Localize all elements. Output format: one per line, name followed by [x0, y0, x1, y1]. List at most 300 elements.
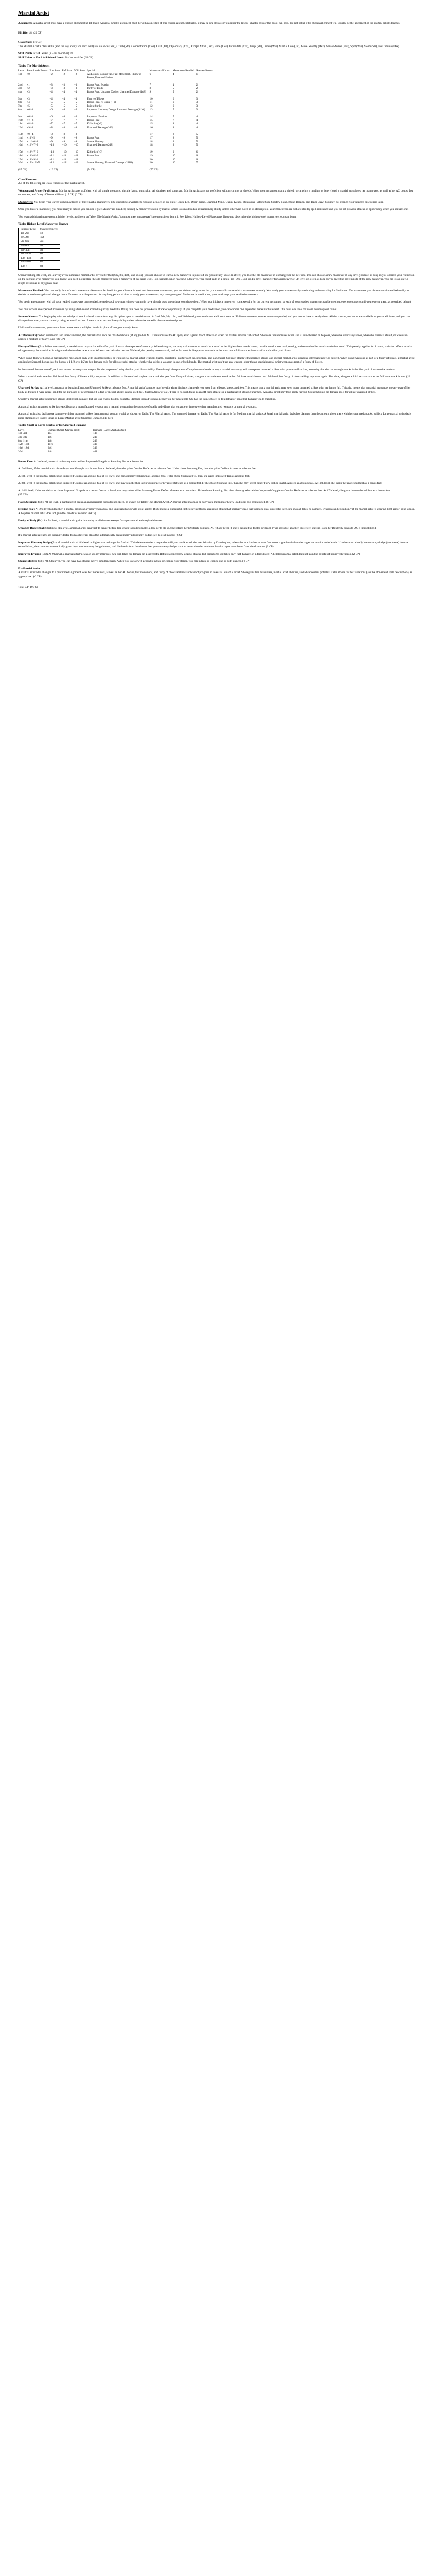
table2-header-cell: Maneuver Level [38, 228, 60, 232]
table1-cell: 3 [196, 101, 198, 104]
table1-cell: 19 [149, 154, 153, 157]
table1-cell: +9 [74, 137, 77, 140]
total-cp: Total CP: 197 CP [18, 586, 39, 589]
table2-cell: 11th–12th [19, 253, 38, 257]
table1-cell: Ki Strike (+3) [87, 151, 102, 154]
table2-row [19, 240, 60, 245]
table3-row [18, 451, 139, 455]
table1-row [18, 123, 215, 127]
table2-cell: 17th+ [19, 265, 38, 270]
table2-cell: 1st [38, 232, 60, 236]
table3-header-row [18, 429, 139, 433]
table1-cell: +11 [62, 158, 67, 161]
table1-cell: +11 [49, 154, 54, 157]
table1-cell: +7/+2 [27, 119, 34, 122]
table1-title: Table: The Martial Artist [18, 64, 50, 68]
table1-cell: +6 [74, 115, 77, 119]
readied-para-2: You begin an encounter with all your readied maneuvers unexpended, regardless of how many times you might have already used them since you chose them. When you initiate a maneuver, you expend it for the current encounter, so each of your readied maneuvers can be used once per encounter (until you recover them, as described below). [18, 300, 412, 304]
table1-cell: +9 [49, 137, 53, 140]
table1-row [18, 155, 215, 159]
table1-cell: 4th [18, 91, 22, 94]
table1-cell: 5 [196, 133, 198, 136]
readied-para-1: Maneuvers Readied: You can ready four of the six maneuvers known at 1st level. As you advance in level and learn more maneuvers, you are able to ready more, but you must still choose which maneuvers to ready. You ready your maneuvers by meditating and exercising for 5 minutes. The maneuvers you choose remain readied until you decide to meditate again and change them. You need not sleep or rest for any long period of time to ready your maneuvers; any time you spend 5 minutes in meditation, you can change your readied maneuvers. [18, 289, 409, 297]
maneuvers-para-4: Upon reaching 4th level, and at every even-numbered martial artist level after that (6th, 8th, 10th, and so on), you can choose to learn a new maneuver in place of one you already know. In effect, you lose the old maneuver in exchange for the new one. You can choose a new maneuver of any level you like, as long as you observe your restriction on the highest-level maneuvers you know; you need not replace the old maneuver with a maneuver of the same level. For example, upon reaching 10th level, you could trade in a single 1st-, 2nd-, 3rd- or 4th-level maneuver for a maneuver of 5th level or lower, as long as you meet the prerequisite of the new maneuver. You can swap only a single maneuver at any given level. [18, 273, 415, 285]
table1-cell: 10th [18, 119, 23, 122]
table1-cell: 2 [196, 91, 198, 94]
table1-cell: +4 [74, 97, 77, 101]
fast-movement-para: Fast Movement (Ex): At 1st level, a martial artist gains an enhancement bonus to her speed, as shown on Table: The Martial Artist. A martial artist in armor or carrying a medium or heavy load loses this extra speed. (8 CP) [18, 500, 274, 504]
weapon-armor-para: Weapon and Armor Proficiency: Martial Artists are proficient with all simple weapons, plus the kama, nunchaku, sai, shuriken and siangham. Martial Artists are not proficient with any armor or shields. When wearing armor, using a shield, or carrying a medium or heavy load, a martial artist loses her maneuvers, as well as her AC bonus, fast movement, and flurry of blows abilities. (17 CP) (6 CP) [18, 189, 414, 197]
table2-row [19, 265, 60, 270]
table1-cell: 5 [196, 137, 198, 140]
table1-cell: 5th [18, 97, 22, 101]
table1-cell: +6/+1 [27, 115, 34, 119]
table3-cell: 3d8 [93, 447, 97, 450]
table1-row [18, 127, 215, 130]
table2-cell: 7th [38, 257, 60, 261]
table1-cell: 11 [149, 101, 153, 104]
table1-cell: 7 [196, 162, 198, 165]
table1-cell: Unarmed Damage (2d8) [87, 144, 114, 147]
flurry-para-4: When a martial artist reaches 11th level, her flurry of blows ability improves. In addition to the standard single extra attack she gets from flurry of blows, she gets a second extra attack at her full base attack bonus. At 15th level, her flurry of blows ability improves again. This time, she gets a third extra attack at her full base attack bonus. (12 CP) [18, 375, 410, 383]
table1-cell: 7 [172, 108, 174, 111]
table1-row [18, 141, 215, 144]
table1-cell: +8 [49, 126, 53, 129]
page-title: Martial Artist [18, 11, 49, 16]
table2-header-row [19, 228, 60, 232]
table1-cell: 8 [172, 137, 174, 140]
table1-cell: 9 [172, 151, 174, 154]
table1-cell: +8 [49, 133, 53, 136]
table1-total-cell: (12 CP) [49, 168, 58, 172]
table2-cell: 2nd [38, 236, 60, 240]
table3-row [18, 432, 139, 436]
table1-row [18, 137, 215, 141]
table1-cell: +3 [62, 83, 65, 87]
table3-row [18, 447, 139, 451]
table1-cell: +9 [62, 140, 65, 143]
bonus-feat-para-5: At 14th level, if the martial artist chose Improved Grapple as a bonus feat at 1st level, she may select either Stunning Fist or Deflect Arrows as a bonus feat. If she chose Stunning Fist, then she may select either Improved Grapple or Combat Reflexes as a bonus feat. At 17th level, she gains the unselected feat as a bonus feat. (17 CP) [18, 489, 391, 497]
table1-cell: 10 [172, 154, 175, 157]
table1-cell: 6 [149, 73, 152, 76]
table1-cell: +8 [62, 133, 65, 136]
table1-cell: +5 [74, 105, 77, 108]
table1-cell: 3rd [18, 87, 22, 90]
table1-row [18, 109, 215, 113]
table1-cell: +10 [74, 151, 78, 154]
table1-cell: +7 [49, 119, 53, 122]
table1-cell: Patient Strike [87, 105, 102, 108]
table1-header-cell: Will Save [74, 69, 85, 73]
table1-cell: +9 [49, 140, 53, 143]
table1-cell: 8 [172, 133, 174, 136]
table1-cell: +5 [27, 105, 30, 108]
stances-para-1: Stances Known: You begin play with knowledge of one 1st-level stance from any discipline open to martial artists. At 2nd, 5th, 9th, 13th, and 20th level, you can choose additional stances. Unlike maneuvers, stances are not expended, and you do not have to ready them. All the stances you know are available to you at all times, and you can change the stance you are currently using as a swift action. A stance is an extraordinary ability unless otherwise stated in the stance description. [18, 315, 410, 323]
table1-cell: Flurry of Blows [87, 97, 104, 101]
table1-cell: 20 [149, 158, 153, 161]
skill-points-first: Skill Points at 1st Level: (8 + Int modifier) x4 [18, 52, 73, 55]
table1-row [18, 95, 215, 102]
table1-row [18, 81, 215, 88]
table1-cell: +10 [74, 144, 78, 147]
table1-cell: 4 [196, 122, 198, 126]
uncanny-dodge-para-1: Uncanny Dodge (Ex): Starting at 4th level, a martial artist can react to danger before her senses would normally allow her to do so. She retains her Dexterity bonus to AC (if any) even if she is caught flat-footed or struck by an invisible attacker. However, she still loses her Dexterity bonus to AC if immobilized. [18, 526, 377, 530]
table3-cell: 2d8 [93, 439, 97, 443]
martial-artist-table [18, 70, 215, 173]
table1-cell: +13/+8/+3 [27, 154, 38, 157]
table1-row [18, 148, 215, 155]
table1-cell: 7 [172, 115, 174, 119]
table1-cell: Unarmed Damage (2d6) [87, 126, 114, 129]
table1-cell: +6/+1 [27, 108, 34, 111]
table2-cell: 15th–16th [19, 261, 38, 265]
table1-header-row [18, 70, 215, 74]
table1-cell: Bonus Feat [87, 154, 100, 157]
table1-cell: 6 [196, 158, 198, 161]
table1-cell: +5 [62, 101, 65, 104]
unarmed-para-1: Unarmed Strike: At 1st level, a martial artist gains Improved Unarmed Strike as a bonus feat. A martial artist’s attacks may be with either fist interchangeably or even from elbows, knees, and feet. This means that a martial artist may even make unarmed strikes with her hands full. This also means that a martial artist may use any part of her body as though it were a free hand for the purposes of determining if a feat or special ability can be used (i.e., Snatch Arrows Feat). There is no such thing as an off-hand attack for a martial artist striking unarmed. A martial artist may thus apply her full Strength bonus on damage rolls for all her unarmed strikes. [18, 386, 411, 394]
table1-header-cell: Ref Save [62, 69, 72, 73]
table3-cell: 1d4 [48, 432, 52, 436]
table2-cell: 3rd [38, 240, 60, 245]
table2-cell: 3rd–4th [19, 236, 38, 240]
table1-cell: 9 [149, 91, 152, 94]
table1-cell: +11 [74, 158, 78, 161]
table1-cell: 7 [149, 83, 152, 87]
table1-header-cell: Base Attack Bonus [27, 69, 48, 73]
table1-cell: +7 [74, 119, 77, 122]
table3-row [18, 436, 139, 440]
table1-cell: +9 [62, 137, 65, 140]
table1-cell: 10 [149, 97, 153, 101]
table1-cell: 5 [172, 91, 174, 94]
table1-cell: Improved Uncanny Dodge, Unarmed Damage (1d10) [87, 108, 145, 111]
table1-row [18, 113, 215, 120]
unarmed-para-3: A martial artist’s unarmed strike is treated both as a manufactured weapon and a natural weapon for the purpose of spells and effects that enhance or improve either manufactured weapons or natural weapons. [18, 405, 257, 409]
table2-header-cell: Initiator Level [19, 228, 38, 232]
improved-evasion-para: Improved Evasion (Ex): At 9th level, a martial artist’s evasion ability improves. She still takes no damage on a successful Reflex saving throw against attacks, but henceforth she takes only half damage on a failed save. A helpless martial artist does not gain the benefit of improved evasion. (2 CP) [18, 552, 360, 556]
table1-cell: Purity of Body [87, 87, 103, 90]
maneuvers-para-1: Maneuvers: You begin your career with knowledge of three martial maneuvers. The disciplines available to you are a choice of six out of Black Leg, Desert Wind, Diamond Mind, Okami Kenpo, Rokushiki, Setting Sun, Shadow Hand, Stone Dragon, and Tiger Claw. You may not change your selected disciplines later. [18, 200, 384, 204]
table1-cell: +14/+9/+4 [27, 158, 38, 161]
table1-cell: +10 [49, 144, 54, 147]
table2-cell: 6th [38, 253, 60, 257]
table1-cell: 6 [172, 105, 174, 108]
table1-cell: 19th [18, 158, 23, 161]
table1-cell: 7 [172, 119, 174, 122]
table1-cell: 20th [18, 162, 23, 165]
table1-cell: Bonus Feat [87, 119, 100, 122]
bonus-feat-para-3: At 4th level, if the martial artist chose Improved Grapple as a bonus feat at 1st level, she gains Improved Disarm as a bonus feat. If she chose Stunning Fist, then she gains Improved Trip as a bonus feat. [18, 474, 250, 478]
table1-cell: +4 [74, 91, 77, 94]
table1-cell: +10 [62, 151, 67, 154]
table1-cell: +7 [74, 122, 77, 126]
table2-row [19, 245, 60, 249]
table3-row [18, 440, 139, 444]
table1-cell: 8 [149, 87, 152, 90]
table1-cell: 12 [149, 105, 153, 108]
table1-cell: 9 [172, 144, 174, 147]
table1-cell: +4 [49, 97, 53, 101]
table3-cell: 20th [18, 450, 23, 454]
table3-cell: 2d8 [48, 450, 52, 454]
readied-para-3: You can recover an expended maneuver by using a full-round action to quickly meditate. Doing this does not provoke an attack of opportunity. If you complete your meditation, you can choose one expended maneuver to refresh. It is now available for use in a subsequent round. [18, 307, 337, 311]
table1-cell: Bonus Feat, Ki Strike (+1) [87, 101, 116, 104]
table1-row [18, 130, 215, 137]
table2-cell: 5th [38, 248, 60, 253]
uncanny-dodge-para-2: If a martial artist already has uncanny dodge from a different class the automatically gains improved uncanny dodge (see below) instead. (6 CP) [18, 534, 184, 537]
table1-row [18, 91, 215, 95]
table3-cell: 1d8 [93, 432, 97, 436]
table1-cell: +11 [62, 154, 67, 157]
document-page [18, 11, 415, 2554]
table1-cell: +12/+7/+2 [27, 144, 38, 147]
table1-cell: 4 [196, 119, 198, 122]
table1-cell: +8 [74, 126, 77, 129]
table1-cell: 16 [149, 126, 153, 129]
table1-cell: AC Bonus, Bonus Feat, Fast Movement, Flurry of Blows, Unarmed Strike [87, 73, 141, 80]
maneuvers-para-3: You learn additional maneuvers at higher levels, as shown on Table: The Martial Artist. You must meet a maneuver’s prerequisite to learn it. See Table: Highest-Level Maneuvers Known to determine the highest-level maneuvers you can learn. [18, 215, 297, 219]
hit-die-para: Hit Die: d8. (20 CP) [18, 31, 42, 35]
alignment-para: Alignment: A martial artist must have a chosen alignment at 1st level. A martial artist’s alignment must be within one step of this chosen alignment (that is, it may be one step away on either the lawful–chaotic axis or the good–evil axis, but not both). This chosen alignment will usually be the alignment of the martial artist’s teacher. [18, 22, 401, 25]
table1-cell: 17th [18, 151, 23, 154]
table1-cell: 7th [18, 105, 22, 108]
table1-cell: Bonus Feat [87, 137, 100, 140]
table1-cell: 1 [196, 73, 198, 76]
table1-row [18, 162, 215, 166]
table1-cell: 8 [172, 122, 174, 126]
table1-cell: +5 [49, 101, 53, 104]
table1-cell: 18 [149, 140, 153, 143]
table2-row [19, 257, 60, 261]
table1-cell: 4 [172, 83, 174, 87]
table1-cell: 10 [172, 162, 175, 165]
table1-row [18, 101, 215, 105]
table1-cell: +2 [49, 73, 53, 76]
table1-cell [87, 159, 150, 162]
table1-cell: +7 [62, 122, 65, 126]
table1-cell: +2 [74, 73, 77, 76]
table1-cell: +8/+3 [27, 122, 34, 126]
bonus-feat-para-1: Bonus Feat: At 1st level, a martial artist may select either Improved Grapple or Stunning Fist as a bonus feat. [18, 459, 145, 463]
bonus-feat-para-4: At 6th level, if the martial artist chose Improved Grapple as a bonus feat at 1st level, she may select either Earth’s Embrace or Evasive Reflexes as a bonus feat. If she chose Stunning Fist, then she may select either Fiery Fist or Snatch Arrows as a bonus feat. At 10th level, she gains the unselected feat as a bonus feat. [18, 482, 383, 485]
table1-cell: +7 [62, 119, 65, 122]
table1-cell: +0 [27, 73, 30, 76]
table1-cell: 17 [149, 137, 153, 140]
table1-cell: 20 [149, 162, 153, 165]
ex-martial-heading: Ex-Martial Artist [18, 567, 40, 570]
table2-cell: 1st–2nd [19, 232, 38, 236]
table2-cell: 7th–8th [19, 245, 38, 249]
table1-cell: 15th [18, 140, 23, 143]
table2-row [19, 236, 60, 240]
table2-cell: 4th [38, 245, 60, 249]
table1-cell: +3 [49, 83, 53, 87]
table1-cell: 3 [196, 97, 198, 101]
table1-cell: +9/+4 [27, 126, 34, 129]
table1-cell: 12th [18, 126, 23, 129]
table3-row [18, 443, 139, 447]
table1-cell: 4 [196, 126, 198, 129]
highest-level-maneuvers-table [18, 228, 60, 270]
skill-points-additional: Skill Points at Each Additional Level: 8 + Int modifier (53 CP) [18, 56, 93, 60]
table1-cell: 3 [196, 108, 198, 111]
table1-cell: +6 [49, 108, 53, 111]
table1-cell: +11 [49, 158, 54, 161]
table1-cell: +2 [62, 73, 65, 76]
table1-cell: +4 [27, 101, 30, 104]
table1-header-cell: Maneuvers Readied [172, 69, 194, 73]
table2-row [19, 248, 60, 253]
table1-cell: 1st [18, 73, 22, 76]
table3-header-cell: Damage (Small Martial artist) [48, 429, 81, 432]
table1-cell: 5 [196, 144, 198, 147]
maneuvers-para-2: Once you know a maneuver, you must ready it before you can use it (see Maneuvers Readied, below). A maneuver usable by martial artists is considered an extraordinary ability unless otherwise noted in its description. Your maneuvers are not affected by spell resistance and you do not provoke attacks of opportunity when you initiate one. [18, 208, 409, 212]
table3-cell: 12th–15th [18, 443, 30, 446]
improved-uncanny-para: Improved Uncanny Dodge (Ex): A martial artist of 8th level or higher can no longer be flanked. This defense denies a rogue the ability to sneak attack the martial artist by flanking her, unless the attacker has at least four more rogue levels than the target has martial artist levels. If a character already has uncanny dodge (see above) from a second class, the character automatically gains improved uncanny dodge instead, and the levels from the classes that grant uncanny dodge stack to determine the minimum level a rogue must be to flank the character. (2 CP) [18, 541, 408, 549]
table1-total-cell: (17 CP) [18, 168, 27, 172]
flurry-para-3: In the case of the quarterstaff, each end counts as a separate weapon for the purpose of using the flurry of blows ability. Even though the quarterstaff requires two hands to use, a martial artist may still intersperse unarmed strikes with quarterstaff strikes, assuming that she has enough attacks in her flurry of blows routine to do so. [18, 367, 396, 371]
table1-totals-row [18, 166, 215, 173]
table1-cell: +12 [74, 162, 78, 165]
table1-cell: Stance Mastery, Unarmed Damage (2d10) [87, 162, 133, 165]
table1-cell: +11 [74, 154, 78, 157]
table1-cell: 2nd [18, 83, 23, 87]
table1-cell: 8th [18, 108, 22, 111]
table1-cell: 6 [196, 154, 198, 157]
table1-cell: +3 [49, 87, 53, 90]
hit-die-label: Hit Die: [18, 31, 29, 35]
table3-cell: 4d8 [93, 450, 97, 454]
table1-cell: 8 [172, 126, 174, 129]
table1-cell: 9 [172, 140, 174, 143]
table1-cell: 4 [172, 73, 174, 76]
table1-cell: 6 [172, 101, 174, 104]
table1-cell: +5 [74, 101, 77, 104]
table2-row [19, 253, 60, 257]
table1-cell: +12 [62, 162, 67, 165]
table1-row [18, 105, 215, 109]
table1-cell: +6 [49, 115, 53, 119]
table1-cell: Bonus Feat, Uncanny Dodge, Unarmed Damage (1d8) [87, 91, 146, 94]
bonus-feat-para-2: At 2nd level, if the martial artist chose Improved Grapple as a bonus feat at 1st level, then she gains Combat Reflexes as a bonus feat. If she chose Stunning Fist, then she gains Deflect Arrows as a bonus feat. [18, 467, 257, 471]
table1-cell: 6 [196, 151, 198, 154]
table1-cell: Improved Evasion [87, 115, 107, 119]
class-skills-para: Class Skills (16 CP) The Martial Artist’s class skills (and the key ability for each skill) are Balance (Dex), Climb (Str), Concentration (Con), Craft (Int), Diplomacy (Cha), Escape Artist (Dex), Hide (Dex), Intimidate (Cha), Jump (Str), Listen (Wis), Martial Lore (Int), Move Silently (Dex), Sense Motive (Wis), Spot (Wis), Swim (Str), and Tumble (Dex). [18, 41, 401, 48]
table1-total-cell: (74 CP) [87, 168, 96, 172]
ex-martial-para: A martial artist who changes to a prohibited alignment loses her maneuvers, as well as her AC bonus, fast movement, and flurry of blows abilities and cannot progress in levels as a martial artist. She regains her maneuvers, martial artist abilities, and advancement potential if she atones for her violations (see the atonement spell description), as appropriate. (-6 CP) [18, 571, 412, 579]
table1-cell: +3 [74, 83, 77, 87]
table1-cell [87, 130, 150, 137]
table1-cell: 11th [18, 122, 23, 126]
table1-cell: 5 [196, 140, 198, 143]
table1-row [18, 144, 215, 148]
flurry-para-1: Flurry of Blows (Ex): When unarmored, a martial artist may strike with a flurry of blows at the expense of accuracy. When doing so, she may make one extra attack in a round at her highest base attack bonus, but this attack takes a –2 penalty, as does each other attack made that round. This penalty applies for 1 round, so it also affects attacks of opportunity the martial artist might make before her next action. When a martial artist reaches 5th level, the penalty lessens to –1, and at 9th level it disappears. A martial artist must use a full attack action to strike with a flurry of blows. [18, 345, 412, 353]
table1-cell: +3 [62, 87, 65, 90]
stance-mastery-para: Stance Mastery (Ex): At 20th level, you can have two stances active simultaneously. When you use a swift action to initiate or change your stance, you can initiate or change one or both stances. (2 CP) [18, 560, 251, 563]
unarmed-para-2: Usually a martial artist’s unarmed strikes deal lethal damage, but she can choose to deal nonlethal damage instead with no penalty on her attack roll. She has the same choice to deal lethal or nonlethal damage while grappling. [18, 398, 277, 402]
table1-cell: +15/+10/+5 [27, 162, 40, 165]
table1-cell: +1 [27, 83, 30, 87]
class-skills-label: Class Skills [18, 41, 32, 44]
table1-cell: 19 [149, 151, 153, 154]
table1-cell: +3 [74, 87, 77, 90]
table3-title: Table: Small or Large Martial artist Unarmed Damage [18, 424, 86, 428]
table1-cell: +4 [62, 91, 65, 94]
table1-cell: +12/+7/+2 [27, 151, 38, 154]
table3-cell: 8th–11th [18, 439, 28, 443]
table1-cell: +9 [74, 140, 77, 143]
table3-header-cell: Damage (Large Martial artist) [93, 429, 126, 432]
table1-row [18, 119, 215, 123]
table1-cell: +6 [62, 115, 65, 119]
table1-cell: +4 [62, 97, 65, 101]
table1-header-cell: Fort Save [49, 69, 60, 73]
table1-header-cell: Maneuvers Known [149, 69, 170, 73]
table3-cell: 1st–3rd [18, 432, 27, 436]
table1-header-cell: Special [87, 69, 95, 73]
table1-cell: 6th [18, 101, 22, 104]
table2-cell: 8th [38, 261, 60, 265]
table2-cell: 9th [38, 265, 60, 270]
table1-cell: +6 [74, 108, 77, 111]
table2-cell: 9th–10th [19, 248, 38, 253]
table1-cell: Stance Mastery [87, 140, 104, 143]
table1-cell: 15 [149, 122, 153, 126]
evasion-para: Evasion (Ex): At 2nd level and higher, a martial artist can avoid even magical and unusual attacks with great agility. If she makes a successful Reflex saving throw against an attack that normally deals half damage on a successful save, she instead takes no damage. Evasion can be used only if the martial artist is wearing light armor or no armor. A helpless martial artist does not gain the benefit of evasion. (6 CP) [18, 508, 415, 515]
table1-cell: +8 [62, 126, 65, 129]
unarmed-para-4: A martial artist also deals more damage with her unarmed strikes than a normal person would, as shown on Table: The Martial Artist. The unarmed damage on Table: The Martial Artist is for Medium martial artists. A Small martial artist deals less damage than the amount given there with her unarmed attacks, while a Large martial artist deals more damage; see Table: Small or Large Martial artist Unarmed Damage. (15 CP) [18, 412, 412, 420]
class-features-intro: All of the following are class features of the martial artist. [18, 182, 85, 186]
table1-cell: +3 [27, 97, 30, 101]
table1-cell: 3 [196, 105, 198, 108]
table1-cell: 9th [18, 115, 22, 119]
small-large-damage-table [18, 429, 139, 455]
table1-cell: 15 [149, 119, 153, 122]
table1-cell: 10 [172, 158, 175, 161]
table1-cell: 18th [18, 154, 23, 157]
table2-row [19, 232, 60, 236]
table1-cell: +5 [62, 105, 65, 108]
alignment-label: Alignment: [18, 22, 32, 25]
table1-total-cell: (77 CP) [149, 168, 159, 172]
table1-cell: Bonus Feat, Evasion [87, 83, 109, 87]
table1-row [18, 159, 215, 162]
table1-cell: +7 [49, 122, 53, 126]
table3-cell: 1d6 [48, 436, 52, 439]
table3-cell: 1d8 [48, 439, 52, 443]
table1-cell: 13 [149, 108, 153, 111]
table1-cell: 14 [149, 115, 153, 119]
class-features-heading: Class Features: [18, 178, 37, 181]
ac-bonus-para: AC Bonus (Ex): When unarmored and unencumbered, the martial artist adds her Wisdom bonus (if any) to her AC. These bonuses to AC apply even against touch attacks or when the martial artist is flat-footed. She loses these bonuses when she is immobilized or helpless, when she wears any armor, when she carries a shield, or when she carries a medium or heavy load. (36 CP) [18, 333, 408, 341]
table1-cell: +3 [27, 91, 30, 94]
table1-cell: 16th [18, 144, 23, 147]
table2-cell: 5th–6th [19, 240, 38, 245]
table1-cell: 2 [196, 87, 198, 90]
table3-cell: 2d6 [93, 436, 97, 439]
table1-row [18, 87, 215, 91]
table1-cell: +9/+4 [27, 133, 34, 136]
table1-cell: 6 [172, 97, 174, 101]
stances-para-2: Unlike with maneuvers, you cannot learn a new stance at higher levels in place of one you already know. [18, 326, 139, 330]
table1-header-cell: Stances Known [196, 69, 213, 73]
table2-cell: 13th–14th [19, 257, 38, 261]
table3-cell: 1d10 [48, 443, 53, 446]
table1-cell: +5 [49, 105, 53, 108]
table3-cell: 16th–19th [18, 447, 30, 450]
table1-cell: 13th [18, 133, 23, 136]
